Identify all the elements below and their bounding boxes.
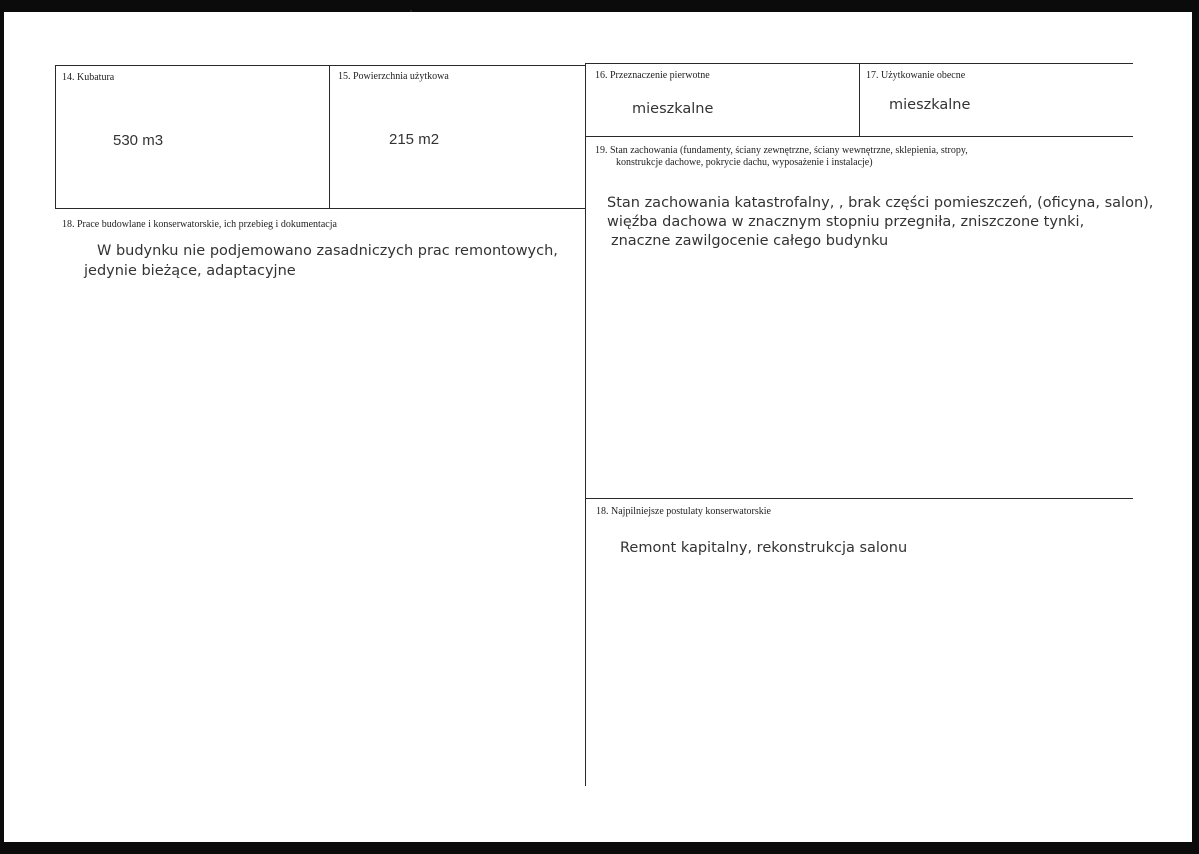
field-value-stan-line1: Stan zachowania katastrofalny, , brak części pomieszczeń, (oficyna, salon), — [607, 195, 1154, 211]
field-value-kubatura: 530 m3 — [113, 132, 164, 149]
form-sheet — [4, 12, 1192, 842]
center-divider — [585, 63, 586, 786]
field-label-przeznaczenie: 16. Przeznaczenie pierwotne — [595, 70, 710, 81]
field-value-stan-line3: znaczne zawilgocenie całego budynku — [611, 233, 889, 249]
field-label-postulaty: 18. Najpilniejsze postulaty konserwatorskie — [596, 506, 771, 517]
field-value-prace-line1: W budynku nie podjemowano zasadniczych prac remontowych, — [97, 243, 558, 259]
field-value-uzytkowanie: mieszkalne — [889, 97, 971, 113]
field-label-prace: 18. Prace budowlane i konserwatorskie, ich przebieg i dokumentacja — [62, 219, 337, 230]
field-value-postulaty: Remont kapitalny, rekonstrukcja salonu — [620, 540, 908, 556]
field-value-przeznaczenie: mieszkalne — [632, 101, 714, 117]
divider-16-17 — [859, 63, 860, 136]
field-value-powierzchnia: 215 m2 — [389, 131, 440, 148]
field-label-stan-line2: konstrukcje dachowe, pokrycie dachu, wyposażenie i instalacje) — [616, 157, 873, 168]
field-label-kubatura: 14. Kubatura — [62, 72, 115, 83]
top-rule-left — [55, 65, 586, 66]
field-label-uzytkowanie: 17. Użytkowanie obecne — [866, 70, 966, 81]
divider-14-15 — [329, 65, 330, 209]
field-value-stan-line2: więźba dachowa w znacznym stopniu przegniła, zniszczone tynki, — [607, 214, 1085, 230]
left-border — [55, 65, 56, 209]
rule-below-16-17 — [585, 136, 1133, 137]
field-value-prace-line2: jedynie bieżące, adaptacyjne — [84, 263, 296, 279]
field-label-powierzchnia: 15. Powierzchnia użytkowa — [338, 71, 449, 82]
rule-above-18 — [55, 208, 586, 209]
rule-above-postulaty — [585, 498, 1133, 499]
field-label-stan-line1: 19. Stan zachowania (fundamenty, ściany zewnętrzne, ściany wewnętrzne, sklepienia, stropy, — [595, 145, 968, 156]
